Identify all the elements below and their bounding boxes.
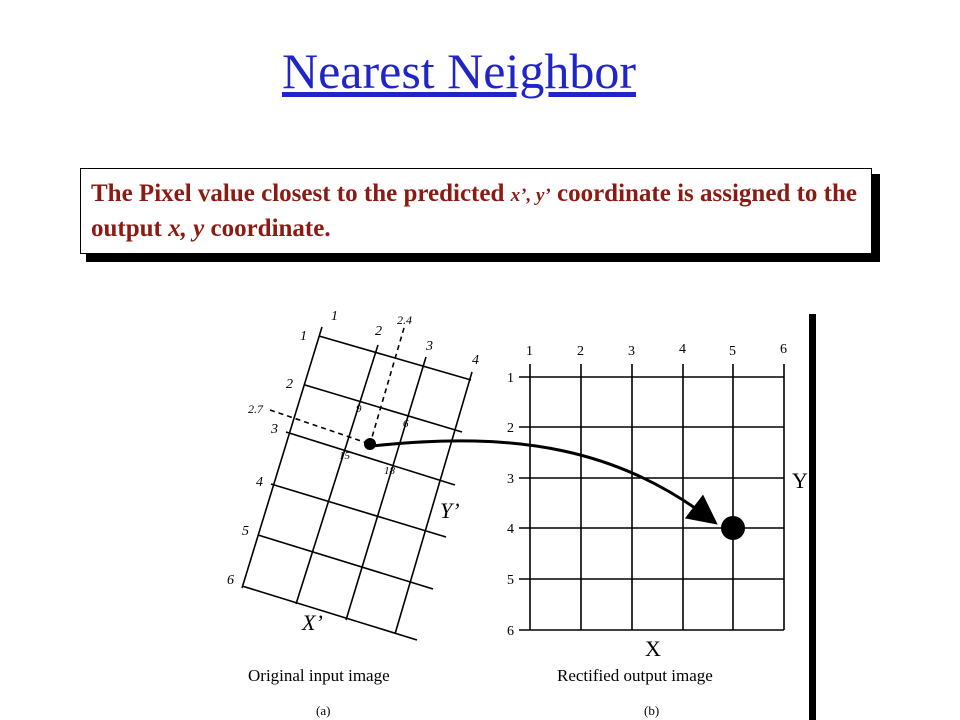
cell-value: 9 [356,403,362,415]
output-grid [519,364,784,630]
mapping-arrow [372,441,713,521]
output-col-label: 6 [780,342,787,357]
input-col-line [346,357,426,620]
predicted-point [364,438,376,450]
input-row-label: 2 [286,377,293,392]
dashed-col-guide [370,328,404,444]
input-row-label: 4 [256,475,263,490]
input-grid [242,327,472,640]
cell-value: 15 [339,450,350,462]
dashed-col-label: 2.4 [397,313,412,327]
input-row-label: 3 [271,422,278,437]
input-axis-y-label: Y’ [440,498,460,523]
output-col-label: 1 [526,344,533,359]
output-sub-label: (b) [644,703,660,718]
divider-bar [809,314,816,720]
output-axis-y-label: Y [792,468,808,493]
desc-part1: The Pixel value closest to the predicted [91,180,511,207]
output-row-label: 1 [507,371,514,386]
input-row-label: 6 [227,573,234,588]
output-row-label: 4 [507,522,514,537]
input-sub-label: (a) [316,703,331,718]
input-col-line [242,327,322,588]
output-row-label: 6 [507,624,514,639]
dashed-row-label: 2.7 [248,402,263,416]
input-col-line [395,372,472,634]
input-row-line [258,535,433,589]
input-col-line [296,345,378,604]
input-caption: Original input image [248,666,390,685]
output-col-label: 3 [628,344,635,359]
input-row-line [242,586,417,640]
output-row-label: 2 [507,421,514,436]
input-axis-x-label: X’ [302,610,323,635]
input-col-label: 4 [472,353,479,368]
output-row-label: 3 [507,472,514,487]
input-col-label: 2 [375,324,382,339]
output-col-label: 4 [679,342,686,357]
output-caption: Rectified output image [557,666,713,685]
desc-part3: coordinate. [204,215,331,242]
output-col-label: 5 [729,344,736,359]
cell-value: 6 [403,418,409,430]
output-pixel-marker [721,516,745,540]
input-row-label: 5 [242,524,249,539]
desc-coord-prime: x’, y’ [510,185,551,206]
input-row-line [305,385,462,432]
input-row-label: 1 [300,329,307,344]
output-col-label: 2 [577,344,584,359]
page-title: Nearest Neighbor [281,43,637,99]
cell-value: 18 [384,465,395,477]
output-axis-x-label: X [645,636,661,661]
input-row-line [271,484,446,537]
desc-part2: coordinate is assigned to the output [91,180,857,242]
output-row-label: 5 [507,573,514,588]
input-col-label: 3 [426,339,433,354]
desc-coord: x, y [168,215,205,242]
input-col-label: 1 [331,309,338,324]
